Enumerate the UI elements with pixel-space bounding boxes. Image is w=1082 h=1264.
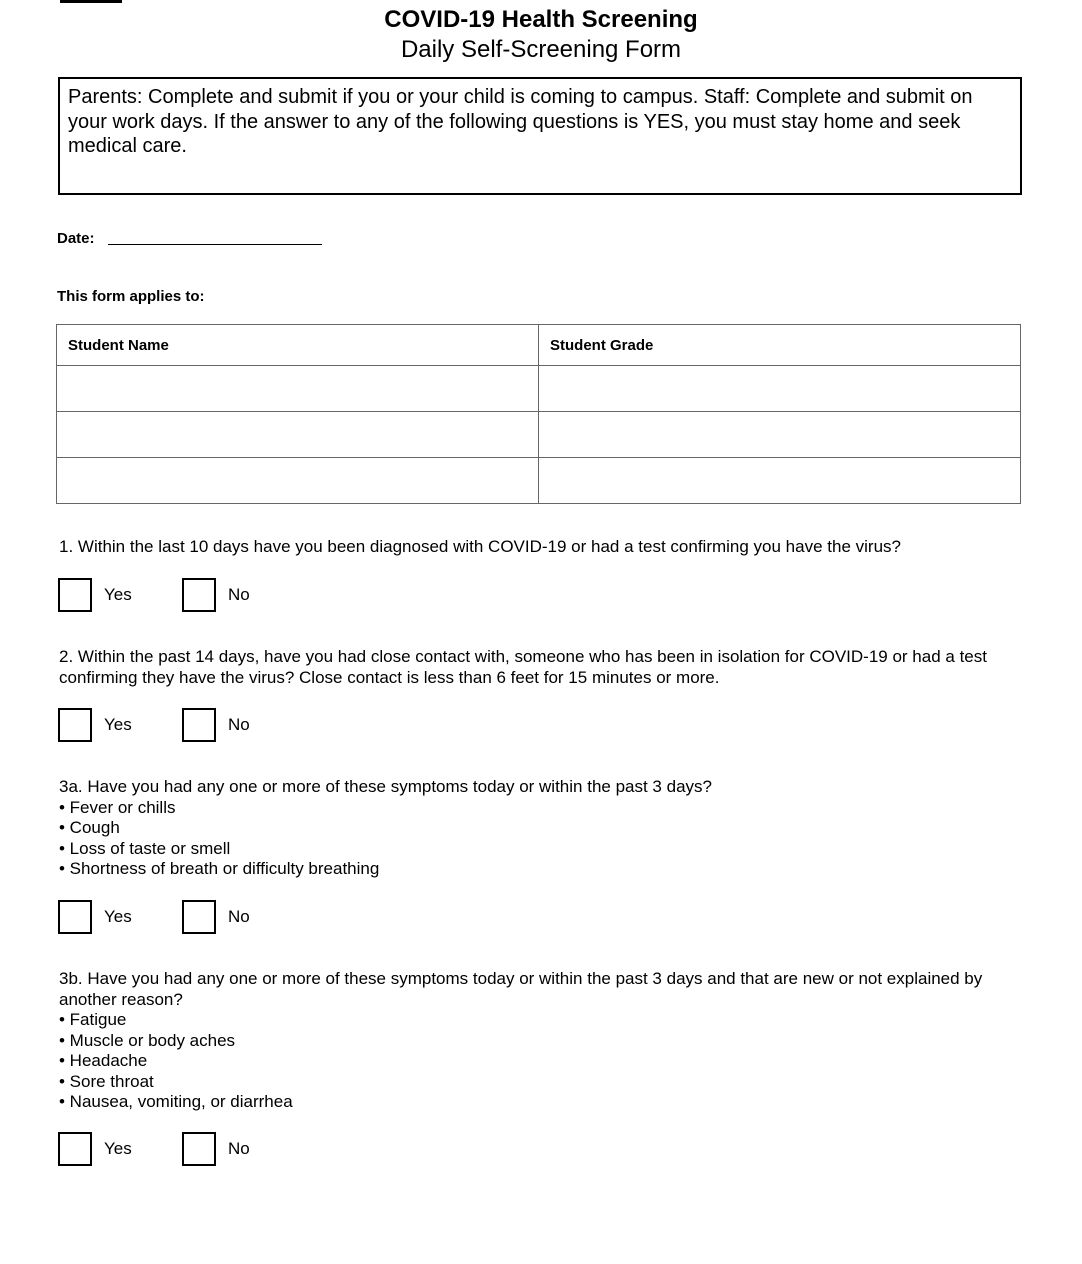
question-3a-no-checkbox[interactable] bbox=[182, 900, 216, 934]
symptom-item: • Nausea, vomiting, or diarrhea bbox=[59, 1092, 293, 1111]
question-2-yes-checkbox[interactable] bbox=[58, 708, 92, 742]
question-1-no-label: No bbox=[228, 585, 250, 604]
symptom-item: • Sore throat bbox=[59, 1071, 154, 1091]
question-3a-text: 3a. Have you had any one or more of these symptoms today or within the past 3 days? bbox=[59, 777, 712, 796]
question-1-yes-checkbox[interactable] bbox=[58, 578, 92, 612]
symptom-item: • Loss of taste or smell bbox=[59, 838, 231, 858]
student-name-cell[interactable] bbox=[57, 412, 539, 458]
student-grade-cell[interactable] bbox=[539, 412, 1021, 458]
question-1-yes-label: Yes bbox=[104, 585, 132, 604]
question-2-text: 2. Within the past 14 days, have you had close contact with, someone who has been in isolation for COVID-19 or had a test confirming they have the virus? Close contact is less than 6 feet for 15 minutes or more. bbox=[59, 647, 987, 687]
symptom-item: • Fever or chills bbox=[59, 797, 176, 817]
question-3a-no-label: No bbox=[228, 907, 250, 926]
student-grade-cell[interactable] bbox=[539, 458, 1021, 504]
column-header-student-name: Student Name bbox=[57, 325, 539, 366]
student-name-cell[interactable] bbox=[57, 458, 539, 504]
question-2-yes-label: Yes bbox=[104, 715, 132, 734]
table-row bbox=[57, 366, 1021, 412]
symptom-item: • Fatigue bbox=[59, 1010, 127, 1029]
question-3a-yes-label: Yes bbox=[104, 907, 132, 926]
top-edge-mark bbox=[60, 0, 122, 3]
table-row bbox=[57, 412, 1021, 458]
column-header-student-grade: Student Grade bbox=[539, 325, 1021, 366]
symptom-item: • Muscle or body aches bbox=[59, 1030, 236, 1050]
date-field[interactable] bbox=[108, 244, 322, 245]
instructions-box: Parents: Complete and submit if you or your child is coming to campus. Staff: Complete and submit on your work days. If the answer to any of the following questions is YES, you must stay home and seek medical care. bbox=[58, 77, 1022, 195]
question-3b-yes-label: Yes bbox=[104, 1139, 132, 1158]
question-3b-no-checkbox[interactable] bbox=[182, 1132, 216, 1166]
form-subtitle: Daily Self-Screening Form bbox=[400, 36, 682, 63]
question-2-no-label: No bbox=[228, 715, 250, 734]
question-3b-no-label: No bbox=[228, 1139, 250, 1158]
question-3b-block bbox=[59, 969, 1019, 1113]
table-row bbox=[57, 458, 1021, 504]
symptom-item: • Shortness of breath or difficulty breathing bbox=[59, 859, 380, 878]
question-3a-block bbox=[59, 777, 1019, 880]
symptom-item: • Headache bbox=[59, 1051, 148, 1070]
table-header-row bbox=[57, 325, 1021, 366]
question-2-no-checkbox[interactable] bbox=[182, 708, 216, 742]
question-3a-yes-checkbox[interactable] bbox=[58, 900, 92, 934]
question-1-no-checkbox[interactable] bbox=[182, 578, 216, 612]
student-name-cell[interactable] bbox=[57, 366, 539, 412]
form-title: COVID-19 Health Screening bbox=[384, 6, 698, 33]
applies-label: This form applies to: bbox=[57, 288, 205, 305]
question-1-text: 1. Within the last 10 days have you been diagnosed with COVID-19 or had a test confirming you have the virus? bbox=[59, 537, 901, 556]
symptom-item: • Cough bbox=[59, 818, 120, 837]
question-3b-yes-checkbox[interactable] bbox=[58, 1132, 92, 1166]
question-3b-text: 3b. Have you had any one or more of these symptoms today or within the past 3 days and that are new or not explained by another reason? bbox=[59, 969, 983, 1009]
date-label: Date: bbox=[57, 230, 95, 247]
student-grade-cell[interactable] bbox=[539, 366, 1021, 412]
student-table bbox=[56, 324, 1021, 504]
